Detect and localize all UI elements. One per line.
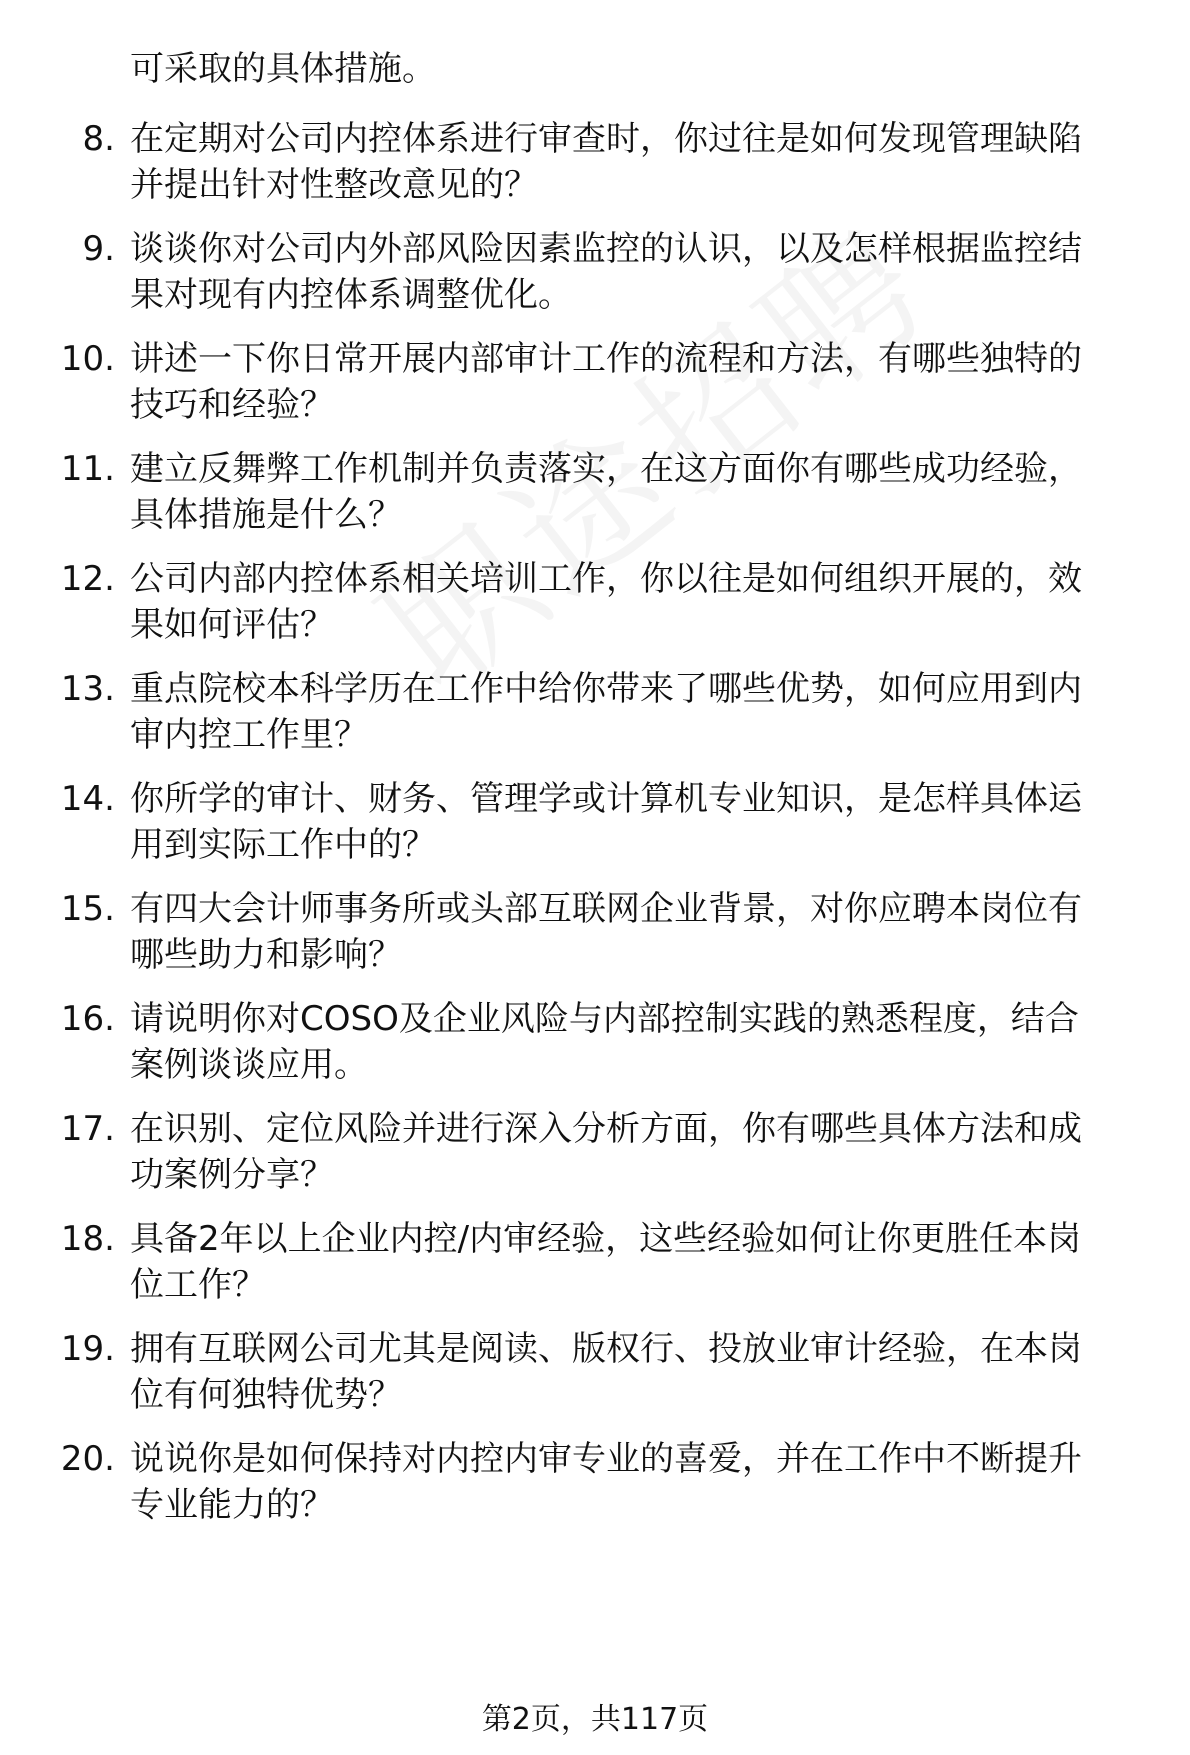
- question-text: 说说你是如何保持对内控内审专业的喜爱，并在工作中不断提升 专业能力的？: [130, 1439, 1082, 1525]
- question-number: 10.: [60, 339, 115, 379]
- question-text: 拥有互联网公司尤其是阅读、版权行、投放业审计经验，在本岗 位有何独特优势？: [130, 1329, 1082, 1415]
- question-number: 11.: [60, 449, 115, 489]
- question-text: 有四大会计师事务所或头部互联网企业背景，对你应聘本岗位有 哪些助力和影响？: [130, 889, 1082, 975]
- question-text: 你所学的审计、财务、管理学或计算机专业知识，是怎样具体运 用到实际工作中的？: [130, 779, 1082, 865]
- question-text: 在识别、定位风险并进行深入分析方面，你有哪些具体方法和成 功案例分享？: [130, 1109, 1082, 1195]
- question-number: 16.: [60, 999, 115, 1039]
- question-number: 13.: [60, 669, 115, 709]
- intro-text: 可采取的具体措施。: [130, 49, 436, 89]
- question-text: 讲述一下你日常开展内部审计工作的流程和方法，有哪些独特的 技巧和经验？: [130, 339, 1082, 425]
- question-number: 15.: [60, 889, 115, 929]
- question-text: 重点院校本科学历在工作中给你带来了哪些优势，如何应用到内 审内控工作里？: [130, 669, 1082, 755]
- question-number: 12.: [60, 559, 115, 599]
- question-text: 公司内部内控体系相关培训工作，你以往是如何组织开展的，效 果如何评估？: [130, 559, 1082, 645]
- question-number: 20.: [60, 1439, 115, 1479]
- question-number: 19.: [60, 1329, 115, 1369]
- page-footer: 第2页，共117页: [481, 1702, 709, 1737]
- question-text: 谈谈你对公司内外部风险因素监控的认识，以及怎样根据监控结 果对现有内控体系调整优化。: [130, 229, 1082, 315]
- question-number: 14.: [60, 779, 115, 819]
- question-number: 17.: [60, 1109, 115, 1149]
- question-text: 具备2年以上企业内控/内审经验，这些经验如何让你更胜任本岗 位工作？: [130, 1219, 1082, 1305]
- question-number: 8.: [82, 119, 115, 159]
- question-text: 请说明你对COSO及企业风险与内部控制实践的熟悉程度，结合 案例谈谈应用。: [130, 999, 1079, 1085]
- question-number: 9.: [82, 229, 115, 269]
- question-text: 在定期对公司内控体系进行审查时，你过往是如何发现管理缺陷 并提出针对性整改意见的？: [130, 119, 1082, 205]
- question-number: 18.: [60, 1219, 115, 1259]
- question-text: 建立反舞弊工作机制并负责落实，在这方面你有哪些成功经验， 具体措施是什么？: [130, 449, 1082, 535]
